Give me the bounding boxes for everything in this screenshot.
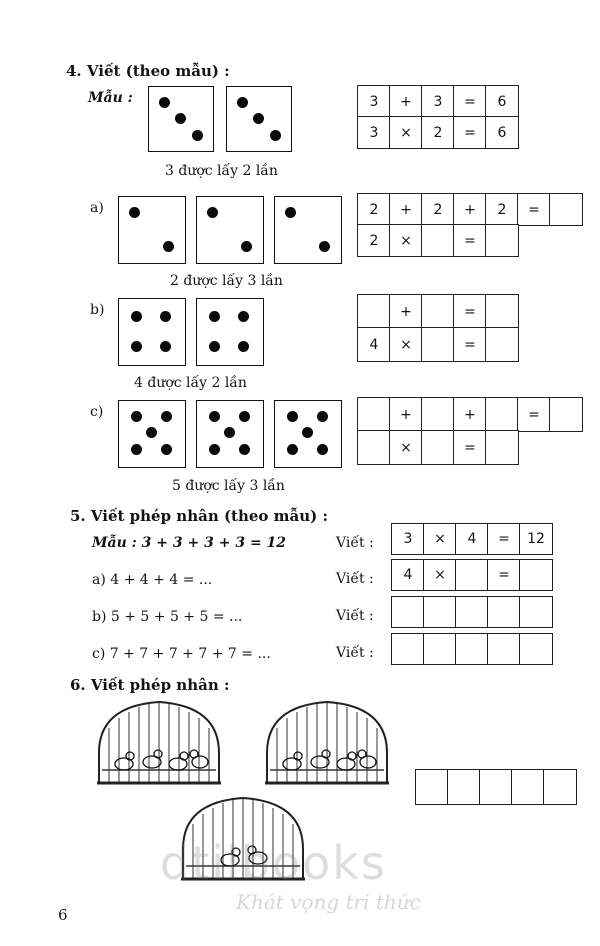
part-b-caption: 4 được lấy 2 lần [134, 375, 247, 391]
dot [160, 341, 171, 352]
ex5-c-grid [392, 634, 552, 664]
grid-cell[interactable] [421, 430, 454, 464]
grid-cell: 2 [357, 224, 390, 256]
grid-cell: = [453, 224, 486, 256]
ex6-answer-grid [416, 770, 576, 804]
ex5-sample-expression: Mẫu : 3 + 3 + 3 + 3 = 12 [92, 535, 287, 551]
grid-cell: = [453, 327, 486, 361]
grid-cell[interactable] [519, 633, 552, 664]
dot [224, 427, 235, 438]
grid-cell: 4 [455, 523, 488, 554]
dot [192, 130, 203, 141]
grid-cell[interactable] [391, 633, 424, 664]
grid-cell: + [389, 397, 422, 431]
grid-cell: 3 [421, 85, 454, 117]
birdcage-icon [262, 698, 392, 790]
grid-cell[interactable] [357, 294, 390, 328]
grid-cell: = [487, 523, 520, 554]
page-number: 6 [58, 906, 68, 924]
watermark-slogan: Khát vọng tri thức [236, 890, 421, 914]
dice-four [196, 298, 264, 366]
dice-three [226, 86, 292, 152]
grid-cell: + [453, 193, 486, 225]
dot [129, 207, 140, 218]
dot [302, 427, 313, 438]
dot [238, 311, 249, 322]
dot [175, 113, 186, 124]
grid-cell: = [517, 193, 550, 225]
sample-label: Mẫu : [88, 90, 133, 106]
grid-cell: × [423, 559, 456, 590]
dot [239, 444, 250, 455]
dice-five [196, 400, 264, 468]
dot [239, 411, 250, 422]
dot [253, 113, 264, 124]
dice-three [148, 86, 214, 152]
write-label: Viết : [336, 645, 374, 661]
part-b-grid [358, 295, 518, 361]
grid-cell[interactable] [543, 769, 576, 804]
grid-cell: 12 [519, 523, 552, 554]
dot [207, 207, 218, 218]
grid-cell[interactable] [519, 596, 552, 627]
dot [163, 241, 174, 252]
grid-cell: × [389, 327, 422, 361]
grid-cell [517, 430, 550, 464]
birdcage-icon [94, 698, 224, 790]
dot [160, 311, 171, 322]
grid-cell: 4 [357, 327, 390, 361]
dot [131, 341, 142, 352]
ex5-a-grid [392, 560, 552, 590]
dot [287, 444, 298, 455]
dot [287, 411, 298, 422]
part-c-caption: 5 được lấy 3 lần [172, 478, 285, 494]
grid-cell[interactable] [421, 397, 454, 431]
grid-cell[interactable] [455, 559, 488, 590]
grid-cell: × [389, 116, 422, 148]
grid-cell[interactable] [485, 430, 518, 464]
ex5-b-grid [392, 597, 552, 627]
grid-cell[interactable] [485, 397, 518, 431]
grid-cell[interactable] [421, 327, 454, 361]
grid-cell: = [453, 294, 486, 328]
ex5-a-text: a) 4 + 4 + 4 = ... [92, 572, 213, 588]
grid-cell[interactable] [357, 397, 390, 431]
watermark-brand: dtilbooks [160, 836, 387, 890]
grid-cell: = [487, 559, 520, 590]
grid-cell: 2 [357, 193, 390, 225]
grid-cell[interactable] [549, 193, 582, 225]
part-a-label: a) [90, 200, 104, 216]
grid-cell: + [389, 85, 422, 117]
grid-cell[interactable] [415, 769, 448, 804]
dot [131, 444, 142, 455]
grid-cell: + [389, 193, 422, 225]
dot [146, 427, 157, 438]
dot [319, 241, 330, 252]
grid-cell: 6 [485, 116, 518, 148]
grid-cell: 2 [485, 193, 518, 225]
dot [285, 207, 296, 218]
grid-cell[interactable] [485, 224, 518, 256]
dot [209, 444, 220, 455]
grid-cell: + [389, 294, 422, 328]
write-label: Viết : [336, 571, 374, 587]
part-a-caption: 2 được lấy 3 lần [170, 273, 283, 289]
part-b-label: b) [90, 302, 105, 318]
grid-cell: + [453, 397, 486, 431]
sample-caption: 3 được lấy 2 lần [165, 163, 278, 179]
grid-cell: × [423, 523, 456, 554]
grid-cell[interactable] [485, 327, 518, 361]
grid-cell: × [389, 224, 422, 256]
dot [209, 341, 220, 352]
grid-cell[interactable] [357, 430, 390, 464]
grid-cell[interactable] [421, 224, 454, 256]
grid-cell[interactable] [423, 596, 456, 627]
grid-cell: 2 [421, 193, 454, 225]
grid-cell[interactable] [423, 633, 456, 664]
dice-two [118, 196, 186, 264]
grid-cell: 3 [391, 523, 424, 554]
grid-cell[interactable] [549, 397, 582, 431]
dot [238, 341, 249, 352]
grid-cell[interactable] [487, 596, 520, 627]
grid-cell[interactable] [519, 559, 552, 590]
ex5-c-text: c) 7 + 7 + 7 + 7 + 7 = ... [92, 646, 271, 662]
grid-cell[interactable] [485, 294, 518, 328]
grid-cell[interactable] [511, 769, 544, 804]
part-a-grid [358, 194, 582, 256]
grid-cell[interactable] [455, 596, 488, 627]
dot [159, 97, 170, 108]
grid-cell[interactable] [421, 294, 454, 328]
ex5-b-text: b) 5 + 5 + 5 + 5 = ... [92, 609, 243, 625]
exercise-5-heading: 5. Viết phép nhân (theo mẫu) : [70, 507, 329, 525]
grid-cell: = [453, 116, 486, 148]
grid-cell [549, 430, 582, 464]
dot [131, 411, 142, 422]
write-label: Viết : [336, 535, 374, 551]
grid-cell: 6 [485, 85, 518, 117]
grid-cell[interactable] [487, 633, 520, 664]
grid-cell: = [453, 430, 486, 464]
dot [237, 97, 248, 108]
grid-cell [517, 224, 550, 256]
dice-five [274, 400, 342, 468]
dice-four [118, 298, 186, 366]
dot [241, 241, 252, 252]
dice-five [118, 400, 186, 468]
dice-two [274, 196, 342, 264]
grid-cell[interactable] [455, 633, 488, 664]
sample-grid [358, 86, 518, 148]
grid-cell[interactable] [447, 769, 480, 804]
grid-cell: 2 [421, 116, 454, 148]
dot [131, 311, 142, 322]
grid-cell [549, 224, 582, 256]
exercise-6-heading: 6. Viết phép nhân : [70, 676, 230, 694]
part-c-grid [358, 398, 582, 464]
write-label: Viết : [336, 608, 374, 624]
ex5-sample-text [92, 535, 286, 551]
dot [209, 411, 220, 422]
part-c-label: c) [90, 404, 104, 420]
dot [317, 444, 328, 455]
grid-cell: = [517, 397, 550, 431]
grid-cell: 3 [357, 85, 390, 117]
grid-cell[interactable] [479, 769, 512, 804]
dot [161, 411, 172, 422]
dot [161, 444, 172, 455]
dot [270, 130, 281, 141]
grid-cell[interactable] [391, 596, 424, 627]
exercise-4-heading: 4. Viết (theo mẫu) : [66, 62, 230, 80]
ex5-sample-grid [392, 524, 552, 554]
grid-cell: 3 [357, 116, 390, 148]
dot [209, 311, 220, 322]
grid-cell: × [389, 430, 422, 464]
dot [317, 411, 328, 422]
grid-cell: 4 [391, 559, 424, 590]
grid-cell: = [453, 85, 486, 117]
dice-two [196, 196, 264, 264]
